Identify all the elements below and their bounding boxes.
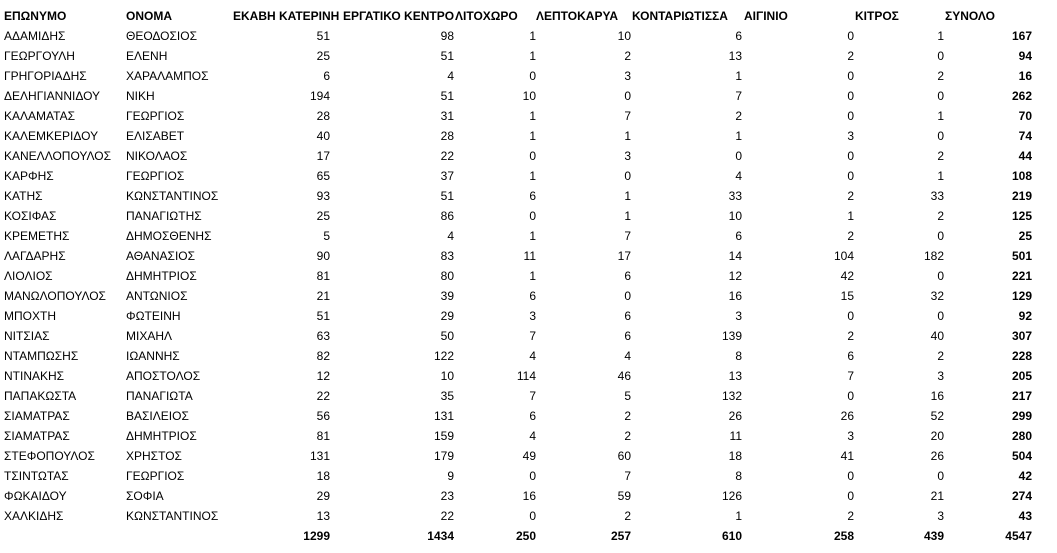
cell-synolo: 16 <box>1018 69 1032 83</box>
table-row <box>0 346 1057 366</box>
cell-leptokarya: 1 <box>624 209 631 223</box>
cell-kontariotissa: 14 <box>728 249 742 263</box>
cell-ekavi-katerini: 81 <box>316 269 330 283</box>
cell-synolo: 205 <box>1011 369 1032 383</box>
cell-surname: ΓΕΩΡΓΟΥΛΗ <box>4 49 75 63</box>
cell-litochoro: 4 <box>529 349 536 363</box>
cell-ekavi-katerini: 90 <box>316 249 330 263</box>
cell-leptokarya: 46 <box>617 369 631 383</box>
cell-kontariotissa: 26 <box>728 409 742 423</box>
cell-aiginio: 42 <box>840 269 854 283</box>
cell-litochoro: 7 <box>529 329 536 343</box>
cell-surname: ΣΤΕΦΟΠΟΥΛΟΣ <box>4 449 95 463</box>
cell-ekavi-katerini: 6 <box>323 69 330 83</box>
cell-ergatiko-kentro: 4 <box>447 69 454 83</box>
cell-kontariotissa: 126 <box>721 489 742 503</box>
table-row <box>0 226 1057 246</box>
table-row <box>0 366 1057 386</box>
cell-aiginio: 2 <box>847 509 854 523</box>
table-row <box>0 126 1057 146</box>
cell-synolo: 108 <box>1011 169 1032 183</box>
cell-litochoro: 1 <box>529 29 536 43</box>
cell-kontariotissa: 7 <box>735 89 742 103</box>
cell-surname: ΤΣΙΝΤΩΤΑΣ <box>4 469 69 483</box>
cell-kitros: 20 <box>930 429 944 443</box>
table-row <box>0 406 1057 426</box>
cell-ergatiko-kentro: 9 <box>447 469 454 483</box>
cell-litochoro: 3 <box>529 309 536 323</box>
cell-ergatiko-kentro: 10 <box>440 369 454 383</box>
cell-kontariotissa: 33 <box>728 189 742 203</box>
cell-ekavi-katerini: 93 <box>316 189 330 203</box>
cell-kontariotissa: 8 <box>735 469 742 483</box>
cell-litochoro: 1 <box>529 269 536 283</box>
cell-name: ΣΟΦΙΑ <box>126 489 164 503</box>
cell-kontariotissa: 139 <box>721 329 742 343</box>
total-kontariotissa: 610 <box>721 529 742 543</box>
cell-ergatiko-kentro: 122 <box>433 349 454 363</box>
header-kitros: ΚΙΤΡΟΣ <box>855 9 899 23</box>
cell-name: ΔΗΜΟΣΘΕΝΗΣ <box>126 229 212 243</box>
cell-aiginio: 2 <box>847 329 854 343</box>
cell-surname: ΛΙΟΛΙΟΣ <box>4 269 53 283</box>
header-ergatiko-kentro: ΕΡΓΑΤΙΚΟ ΚΕΝΤΡΟ <box>343 9 455 23</box>
cell-surname: ΑΔΑΜΙΔΗΣ <box>4 29 66 43</box>
cell-aiginio: 6 <box>847 349 854 363</box>
cell-synolo: 70 <box>1018 109 1032 123</box>
cell-aiginio: 3 <box>847 129 854 143</box>
cell-ergatiko-kentro: 179 <box>433 449 454 463</box>
cell-synolo: 42 <box>1018 469 1032 483</box>
cell-kitros: 3 <box>937 509 944 523</box>
table-row <box>0 386 1057 406</box>
table-row <box>0 206 1057 226</box>
cell-aiginio: 104 <box>833 249 854 263</box>
cell-kontariotissa: 16 <box>728 289 742 303</box>
cell-kitros: 32 <box>930 289 944 303</box>
cell-kontariotissa: 18 <box>728 449 742 463</box>
header-row <box>0 6 1057 26</box>
table-row <box>0 446 1057 466</box>
cell-name: ΓΕΩΡΓΙΟΣ <box>126 469 185 483</box>
cell-leptokarya: 10 <box>617 29 631 43</box>
cell-surname: ΦΩΚΑΙΔΟΥ <box>4 489 67 503</box>
cell-surname: ΚΑΛΑΜΑΤΑΣ <box>4 109 75 123</box>
cell-kontariotissa: 10 <box>728 209 742 223</box>
cell-aiginio: 0 <box>847 309 854 323</box>
cell-kontariotissa: 1 <box>735 509 742 523</box>
cell-kitros: 16 <box>930 389 944 403</box>
cell-litochoro: 0 <box>529 469 536 483</box>
cell-aiginio: 0 <box>847 469 854 483</box>
cell-litochoro: 49 <box>522 449 536 463</box>
cell-ekavi-katerini: 51 <box>316 309 330 323</box>
cell-kitros: 182 <box>923 249 944 263</box>
cell-ekavi-katerini: 29 <box>316 489 330 503</box>
cell-ergatiko-kentro: 22 <box>440 149 454 163</box>
table-row <box>0 106 1057 126</box>
cell-ekavi-katerini: 40 <box>316 129 330 143</box>
cell-surname: ΣΙΑΜΑΤΡΑΣ <box>4 429 70 443</box>
cell-ekavi-katerini: 51 <box>316 29 330 43</box>
cell-synolo: 280 <box>1011 429 1032 443</box>
cell-synolo: 44 <box>1018 149 1032 163</box>
cell-ergatiko-kentro: 22 <box>440 509 454 523</box>
cell-litochoro: 6 <box>529 409 536 423</box>
cell-aiginio: 26 <box>840 409 854 423</box>
cell-ergatiko-kentro: 86 <box>440 209 454 223</box>
cell-name: ΔΗΜΗΤΡΙΟΣ <box>126 269 197 283</box>
cell-name: ΑΠΟΣΤΟΛΟΣ <box>126 369 201 383</box>
cell-name: ΔΗΜΗΤΡΙΟΣ <box>126 429 197 443</box>
cell-litochoro: 1 <box>529 109 536 123</box>
cell-litochoro: 1 <box>529 49 536 63</box>
cell-synolo: 221 <box>1011 269 1032 283</box>
cell-litochoro: 7 <box>529 389 536 403</box>
cell-aiginio: 0 <box>847 29 854 43</box>
cell-kitros: 1 <box>937 29 944 43</box>
cell-ergatiko-kentro: 98 <box>440 29 454 43</box>
cell-ergatiko-kentro: 37 <box>440 169 454 183</box>
cell-ergatiko-kentro: 29 <box>440 309 454 323</box>
table-row <box>0 26 1057 46</box>
cell-surname: ΚΟΣΙΦΑΣ <box>4 209 57 223</box>
cell-ergatiko-kentro: 39 <box>440 289 454 303</box>
table-row <box>0 166 1057 186</box>
cell-synolo: 92 <box>1018 309 1032 323</box>
header-name: ΟΝΟΜΑ <box>126 9 172 23</box>
cell-leptokarya: 0 <box>624 169 631 183</box>
cell-synolo: 129 <box>1011 289 1032 303</box>
cell-litochoro: 0 <box>529 149 536 163</box>
cell-synolo: 501 <box>1011 249 1032 263</box>
cell-leptokarya: 0 <box>624 89 631 103</box>
cell-ergatiko-kentro: 51 <box>440 89 454 103</box>
table-row <box>0 66 1057 86</box>
cell-leptokarya: 1 <box>624 189 631 203</box>
cell-kontariotissa: 13 <box>728 49 742 63</box>
total-leptokarya: 257 <box>610 529 631 543</box>
cell-name: ΦΩΤΕΙΝΗ <box>126 309 181 323</box>
cell-kitros: 0 <box>937 49 944 63</box>
header-surname: ΕΠΩΝΥΜΟ <box>4 9 67 23</box>
cell-ekavi-katerini: 81 <box>316 429 330 443</box>
cell-name: ΜΙΧΑΗΛ <box>126 329 173 343</box>
cell-kontariotissa: 132 <box>721 389 742 403</box>
cell-kitros: 2 <box>937 149 944 163</box>
cell-ergatiko-kentro: 80 <box>440 269 454 283</box>
header-kontariotissa: ΚΟΝΤΑΡΙΩΤΙΣΣΑ <box>632 9 728 23</box>
cell-name: ΓΕΩΡΓΙΟΣ <box>126 109 185 123</box>
table-row <box>0 186 1057 206</box>
cell-synolo: 299 <box>1011 409 1032 423</box>
header-ekavi-katerini: ΕΚΑΒΗ ΚΑΤΕΡΙΝΗ <box>233 9 340 23</box>
cell-synolo: 219 <box>1011 189 1032 203</box>
total-ergatiko-kentro: 1434 <box>427 529 454 543</box>
cell-kitros: 0 <box>937 309 944 323</box>
cell-litochoro: 0 <box>529 209 536 223</box>
cell-litochoro: 1 <box>529 229 536 243</box>
cell-litochoro: 16 <box>522 489 536 503</box>
cell-ekavi-katerini: 18 <box>316 469 330 483</box>
cell-ekavi-katerini: 13 <box>316 509 330 523</box>
cell-kitros: 0 <box>937 269 944 283</box>
cell-aiginio: 2 <box>847 189 854 203</box>
table-row <box>0 306 1057 326</box>
cell-leptokarya: 6 <box>624 329 631 343</box>
cell-kontariotissa: 6 <box>735 229 742 243</box>
cell-synolo: 504 <box>1011 449 1032 463</box>
cell-surname: ΚΑΤΗΣ <box>4 189 43 203</box>
cell-litochoro: 6 <box>529 289 536 303</box>
cell-aiginio: 2 <box>847 229 854 243</box>
cell-leptokarya: 6 <box>624 269 631 283</box>
cell-synolo: 25 <box>1018 229 1032 243</box>
cell-name: ΒΑΣΙΛΕΙΟΣ <box>126 409 189 423</box>
cell-surname: ΝΤΙΝΑΚΗΣ <box>4 369 65 383</box>
cell-name: ΠΑΝΑΓΙΩΤΑ <box>126 389 193 403</box>
cell-aiginio: 0 <box>847 109 854 123</box>
cell-name: ΝΙΚΟΛΑΟΣ <box>126 149 188 163</box>
cell-ekavi-katerini: 21 <box>316 289 330 303</box>
cell-ergatiko-kentro: 50 <box>440 329 454 343</box>
cell-synolo: 262 <box>1011 89 1032 103</box>
header-leptokarya: ΛΕΠΤΟΚΑΡΥΑ <box>536 9 619 23</box>
cell-leptokarya: 3 <box>624 149 631 163</box>
cell-name: ΘΕΟΔΟΣΙΟΣ <box>126 29 198 43</box>
cell-ergatiko-kentro: 4 <box>447 229 454 243</box>
cell-ekavi-katerini: 28 <box>316 109 330 123</box>
cell-kitros: 0 <box>937 469 944 483</box>
cell-leptokarya: 59 <box>617 489 631 503</box>
cell-kontariotissa: 1 <box>735 129 742 143</box>
cell-synolo: 217 <box>1011 389 1032 403</box>
cell-kitros: 21 <box>930 489 944 503</box>
cell-name: ΝΙΚΗ <box>126 89 155 103</box>
table-row <box>0 326 1057 346</box>
cell-aiginio: 0 <box>847 169 854 183</box>
table-row <box>0 426 1057 446</box>
cell-kontariotissa: 12 <box>728 269 742 283</box>
cell-synolo: 274 <box>1011 489 1032 503</box>
cell-ergatiko-kentro: 51 <box>440 189 454 203</box>
cell-leptokarya: 2 <box>624 49 631 63</box>
cell-name: ΓΕΩΡΓΙΟΣ <box>126 169 185 183</box>
cell-aiginio: 1 <box>847 209 854 223</box>
cell-aiginio: 0 <box>847 149 854 163</box>
cell-surname: ΚΑΡΦΗΣ <box>4 169 54 183</box>
cell-ekavi-katerini: 5 <box>323 229 330 243</box>
cell-ergatiko-kentro: 131 <box>433 409 454 423</box>
table-row <box>0 246 1057 266</box>
cell-kontariotissa: 11 <box>729 429 742 443</box>
table-row <box>0 466 1057 486</box>
cell-leptokarya: 2 <box>624 409 631 423</box>
cell-ekavi-katerini: 12 <box>316 369 330 383</box>
cell-aiginio: 15 <box>840 289 854 303</box>
cell-surname: ΛΑΓΔΑΡΗΣ <box>4 249 66 263</box>
cell-synolo: 125 <box>1011 209 1032 223</box>
cell-aiginio: 0 <box>847 89 854 103</box>
cell-leptokarya: 7 <box>624 229 631 243</box>
cell-ekavi-katerini: 63 <box>316 329 330 343</box>
cell-surname: ΝΙΤΣΙΑΣ <box>4 329 50 343</box>
cell-litochoro: 11 <box>523 249 536 263</box>
cell-leptokarya: 6 <box>624 309 631 323</box>
cell-surname: ΝΤΑΜΠΩΣΗΣ <box>4 349 79 363</box>
cell-leptokarya: 2 <box>624 509 631 523</box>
cell-aiginio: 2 <box>847 49 854 63</box>
cell-aiginio: 7 <box>847 369 854 383</box>
cell-surname: ΜΑΝΩΛΟΠΟΥΛΟΣ <box>4 289 106 303</box>
cell-name: ΑΝΤΩΝΙΟΣ <box>126 289 188 303</box>
cell-kitros: 0 <box>937 229 944 243</box>
cell-surname: ΣΙΑΜΑΤΡΑΣ <box>4 409 70 423</box>
cell-name: ΧΑΡΑΛΑΜΠΟΣ <box>126 69 209 83</box>
totals-row <box>0 526 1057 546</box>
cell-name: ΕΛΙΣΑΒΕΤ <box>126 129 185 143</box>
cell-aiginio: 3 <box>847 429 854 443</box>
cell-surname: ΚΑΝΕΛΛΟΠΟΥΛΟΣ <box>4 149 112 163</box>
total-ekavi-katerini: 1299 <box>303 529 330 543</box>
cell-synolo: 94 <box>1018 49 1032 63</box>
cell-litochoro: 0 <box>529 509 536 523</box>
cell-aiginio: 0 <box>847 389 854 403</box>
cell-synolo: 43 <box>1018 509 1032 523</box>
cell-surname: ΔΕΛΗΓΙΑΝΝΙΔΟΥ <box>4 89 101 103</box>
cell-surname: ΓΡΗΓΟΡΙΑΔΗΣ <box>4 69 87 83</box>
cell-kitros: 26 <box>930 449 944 463</box>
cell-name: ΠΑΝΑΓΙΩΤΗΣ <box>126 209 202 223</box>
cell-synolo: 307 <box>1011 329 1032 343</box>
cell-kitros: 1 <box>937 169 944 183</box>
table-row <box>0 46 1057 66</box>
cell-ekavi-katerini: 17 <box>316 149 330 163</box>
cell-ergatiko-kentro: 159 <box>433 429 454 443</box>
cell-ergatiko-kentro: 51 <box>440 49 454 63</box>
total-aiginio: 258 <box>833 529 854 543</box>
cell-kitros: 3 <box>937 369 944 383</box>
cell-name: ΑΘΑΝΑΣΙΟΣ <box>126 249 196 263</box>
cell-kontariotissa: 13 <box>728 369 742 383</box>
cell-kontariotissa: 0 <box>735 149 742 163</box>
cell-kitros: 52 <box>930 409 944 423</box>
cell-ergatiko-kentro: 23 <box>440 489 454 503</box>
table-row <box>0 506 1057 526</box>
cell-ekavi-katerini: 82 <box>316 349 330 363</box>
cell-litochoro: 1 <box>529 169 536 183</box>
header-aiginio: ΑΙΓΙΝΙΟ <box>744 9 788 23</box>
total-litochoro: 250 <box>515 529 536 543</box>
cell-kitros: 0 <box>937 89 944 103</box>
cell-leptokarya: 7 <box>624 109 631 123</box>
total-kitros: 439 <box>923 529 944 543</box>
cell-leptokarya: 7 <box>624 469 631 483</box>
cell-kontariotissa: 2 <box>735 109 742 123</box>
cell-kitros: 40 <box>930 329 944 343</box>
table-row <box>0 486 1057 506</box>
cell-kontariotissa: 8 <box>735 349 742 363</box>
cell-name: ΚΩΝΣΤΑΝΤΙΝΟΣ <box>126 189 219 203</box>
cell-name: ΧΡΗΣΤΟΣ <box>126 449 182 463</box>
cell-leptokarya: 2 <box>624 429 631 443</box>
cell-ekavi-katerini: 25 <box>316 209 330 223</box>
total-synolo: 4547 <box>1005 529 1032 543</box>
cell-surname: ΜΠΟΧΤΗ <box>4 309 56 323</box>
cell-ekavi-katerini: 194 <box>309 89 330 103</box>
table-row <box>0 146 1057 166</box>
cell-name: ΕΛΕΝΗ <box>126 49 168 63</box>
cell-litochoro: 0 <box>529 69 536 83</box>
cell-ekavi-katerini: 56 <box>316 409 330 423</box>
cell-litochoro: 4 <box>529 429 536 443</box>
cell-ergatiko-kentro: 31 <box>440 109 454 123</box>
cell-ekavi-katerini: 131 <box>309 449 330 463</box>
cell-litochoro: 10 <box>522 89 536 103</box>
cell-leptokarya: 60 <box>617 449 631 463</box>
cell-synolo: 167 <box>1011 29 1032 43</box>
cell-ekavi-katerini: 25 <box>316 49 330 63</box>
cell-aiginio: 0 <box>847 489 854 503</box>
cell-surname: ΚΑΛΕΜΚΕΡΙΔΟΥ <box>4 129 99 143</box>
cell-kontariotissa: 4 <box>735 169 742 183</box>
cell-litochoro: 6 <box>529 189 536 203</box>
cell-surname: ΚΡΕΜΕΤΗΣ <box>4 229 70 243</box>
cell-litochoro: 1 <box>529 129 536 143</box>
cell-kitros: 33 <box>930 189 944 203</box>
cell-kontariotissa: 3 <box>735 309 742 323</box>
cell-leptokarya: 5 <box>624 389 631 403</box>
cell-kontariotissa: 1 <box>735 69 742 83</box>
cell-aiginio: 41 <box>840 449 854 463</box>
cell-surname: ΧΑΛΚΙΔΗΣ <box>4 509 64 523</box>
cell-leptokarya: 17 <box>617 249 631 263</box>
table-row <box>0 266 1057 286</box>
header-litochoro: ΛΙΤΟΧΩΡΟ <box>455 9 518 23</box>
cell-name: ΚΩΝΣΤΑΝΤΙΝΟΣ <box>126 509 219 523</box>
cell-kontariotissa: 6 <box>735 29 742 43</box>
cell-leptokarya: 0 <box>624 289 631 303</box>
cell-kitros: 2 <box>937 69 944 83</box>
cell-ekavi-katerini: 22 <box>316 389 330 403</box>
cell-ergatiko-kentro: 35 <box>440 389 454 403</box>
cell-kitros: 2 <box>937 209 944 223</box>
cell-surname: ΠΑΠΑΚΩΣΤΑ <box>4 389 77 403</box>
cell-leptokarya: 1 <box>624 129 631 143</box>
cell-synolo: 228 <box>1011 349 1032 363</box>
cell-name: ΙΩΑΝΝΗΣ <box>126 349 180 363</box>
cell-kitros: 2 <box>937 349 944 363</box>
cell-ergatiko-kentro: 28 <box>440 129 454 143</box>
cell-litochoro: 114 <box>516 369 536 383</box>
cell-kitros: 1 <box>937 109 944 123</box>
table-row <box>0 286 1057 306</box>
cell-leptokarya: 4 <box>624 349 631 363</box>
cell-leptokarya: 3 <box>624 69 631 83</box>
table-row <box>0 86 1057 106</box>
cell-ergatiko-kentro: 83 <box>440 249 454 263</box>
header-synolo: ΣΥΝΟΛΟ <box>945 9 995 23</box>
cell-synolo: 74 <box>1018 129 1032 143</box>
cell-aiginio: 0 <box>847 69 854 83</box>
cell-ekavi-katerini: 65 <box>316 169 330 183</box>
cell-kitros: 0 <box>937 129 944 143</box>
